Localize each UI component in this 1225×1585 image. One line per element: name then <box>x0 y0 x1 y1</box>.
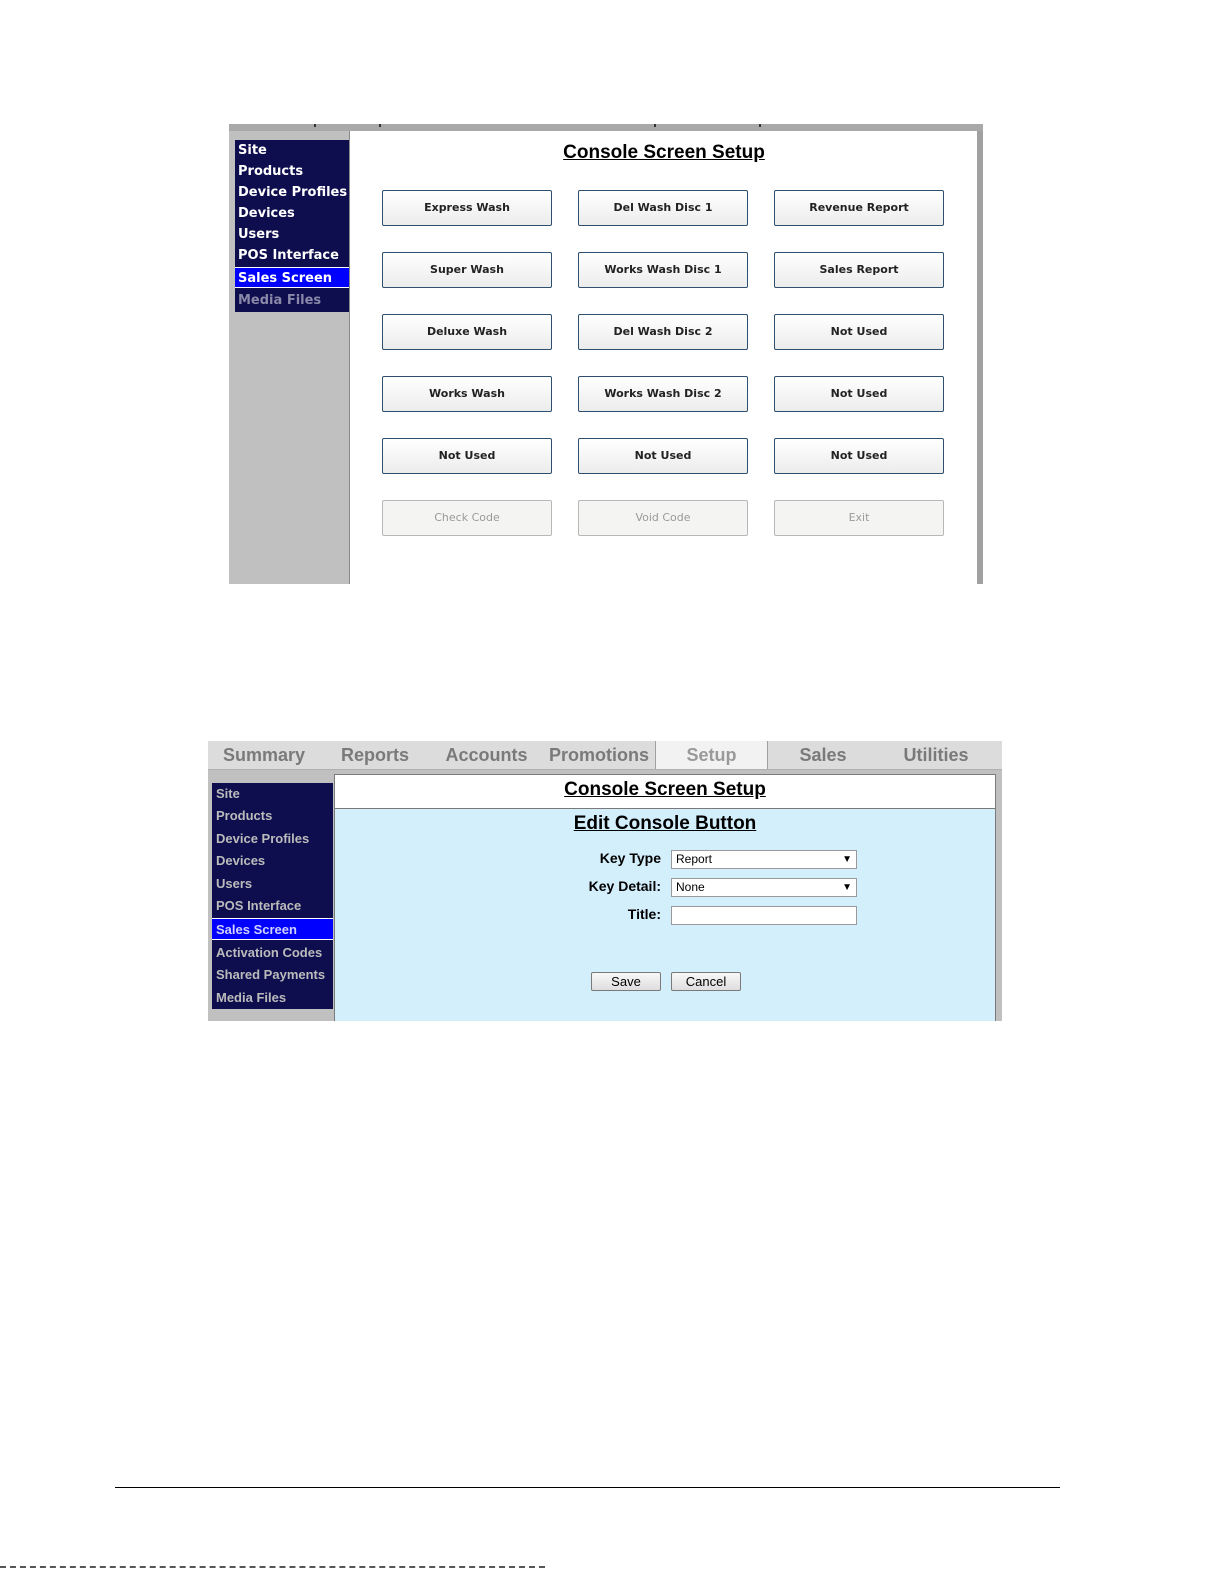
sidebar-item-pos-interface[interactable]: POS Interface <box>238 248 339 263</box>
tab-setup[interactable]: Setup <box>655 741 768 769</box>
key-type-select[interactable] <box>671 850 857 869</box>
console-button[interactable]: Not Used <box>382 438 552 474</box>
console-button[interactable]: Works Wash Disc 2 <box>578 376 748 412</box>
title-label: Title: <box>627 906 661 922</box>
sidebar-item-products[interactable]: Products <box>238 164 304 179</box>
tab-utilities[interactable]: Utilities <box>903 745 969 765</box>
bottom-edge-fragment <box>0 1566 545 1568</box>
console-button[interactable]: Super Wash <box>382 252 552 288</box>
sidebar-item-sales-screen[interactable]: Sales Screen <box>212 918 333 940</box>
key-type-value: Report <box>676 852 713 866</box>
console-button[interactable]: Works Wash Disc 1 <box>578 252 748 288</box>
sidebar-item-media-files[interactable]: Media Files <box>216 990 287 1005</box>
console-button[interactable]: Not Used <box>774 376 944 412</box>
sidebar-item-products[interactable]: Products <box>216 808 273 823</box>
title-input[interactable] <box>671 906 857 925</box>
sidebar-item-media-files[interactable]: Media Files <box>238 293 322 308</box>
sidebar-item-activation-codes[interactable]: Activation Codes <box>216 945 323 960</box>
tab-reports[interactable]: Reports <box>340 745 409 765</box>
sidebar-item-shared-payments[interactable]: Shared Payments <box>216 967 326 982</box>
check-code-button[interactable]: Check Code <box>382 500 552 536</box>
tab-promotions[interactable]: Promotions <box>548 745 649 765</box>
console-setup-screenshot-1 <box>229 124 983 584</box>
sidebar-item-device-profiles[interactable]: Device Profiles <box>216 831 310 846</box>
tab-tick <box>314 124 316 127</box>
sidebar-item-site[interactable]: Site <box>216 786 240 801</box>
sidebar-item-users[interactable]: Users <box>238 227 280 242</box>
sidebar-item-devices[interactable]: Devices <box>216 853 266 868</box>
sidebar-nav <box>235 140 349 312</box>
console-button[interactable]: Del Wash Disc 1 <box>578 190 748 226</box>
console-button[interactable]: Sales Report <box>774 252 944 288</box>
tab-tick <box>759 124 761 127</box>
console-button[interactable]: Express Wash <box>382 190 552 226</box>
key-detail-label: Key Detail: <box>588 878 661 894</box>
tab-sales[interactable]: Sales <box>799 745 847 765</box>
page-title: Console Screen Setup <box>564 779 766 800</box>
main-tab-bar <box>208 741 1002 770</box>
title-band <box>335 775 995 809</box>
tab-summary[interactable]: Summary <box>222 745 306 765</box>
console-setup-screenshot-2 <box>208 741 1002 1021</box>
console-button[interactable]: Works Wash <box>382 376 552 412</box>
console-button[interactable]: Not Used <box>774 438 944 474</box>
sidebar-item-sales-screen[interactable]: Sales Screen <box>235 267 349 288</box>
edit-console-button-heading: Edit Console Button <box>573 813 757 834</box>
dropdown-arrow-icon: ▼ <box>842 854 852 865</box>
edit-button-panel <box>334 774 996 1021</box>
footer-rule <box>115 1487 1060 1488</box>
main-panel <box>349 131 978 584</box>
exit-button[interactable]: Exit <box>774 500 944 536</box>
sidebar-item-site[interactable]: Site <box>238 143 267 158</box>
console-button[interactable]: Not Used <box>774 314 944 350</box>
sidebar-item-devices[interactable]: Devices <box>238 206 295 221</box>
void-code-button[interactable]: Void Code <box>578 500 748 536</box>
tab-tick <box>654 124 656 127</box>
sidebar-item-device-profiles[interactable]: Device Profiles <box>238 185 348 200</box>
sidebar-item-pos-interface[interactable]: POS Interface <box>216 898 302 913</box>
cancel-button[interactable]: Cancel <box>671 972 741 991</box>
tab-tick <box>379 124 381 127</box>
save-button[interactable]: Save <box>591 972 661 991</box>
console-button[interactable]: Revenue Report <box>774 190 944 226</box>
right-border <box>977 131 983 584</box>
top-strip <box>229 124 983 131</box>
console-button[interactable]: Not Used <box>578 438 748 474</box>
tab-accounts[interactable]: Accounts <box>445 745 528 765</box>
dropdown-arrow-icon: ▼ <box>842 882 852 893</box>
sidebar-item-users[interactable]: Users <box>216 876 253 891</box>
console-button[interactable]: Deluxe Wash <box>382 314 552 350</box>
sidebar-nav <box>212 783 333 1009</box>
key-detail-select[interactable] <box>671 878 857 897</box>
key-type-label: Key Type <box>599 850 661 866</box>
sidebar-background <box>229 312 349 584</box>
console-button[interactable]: Del Wash Disc 2 <box>578 314 748 350</box>
page-title: Console Screen Setup <box>563 142 765 163</box>
key-detail-value: None <box>676 880 705 894</box>
